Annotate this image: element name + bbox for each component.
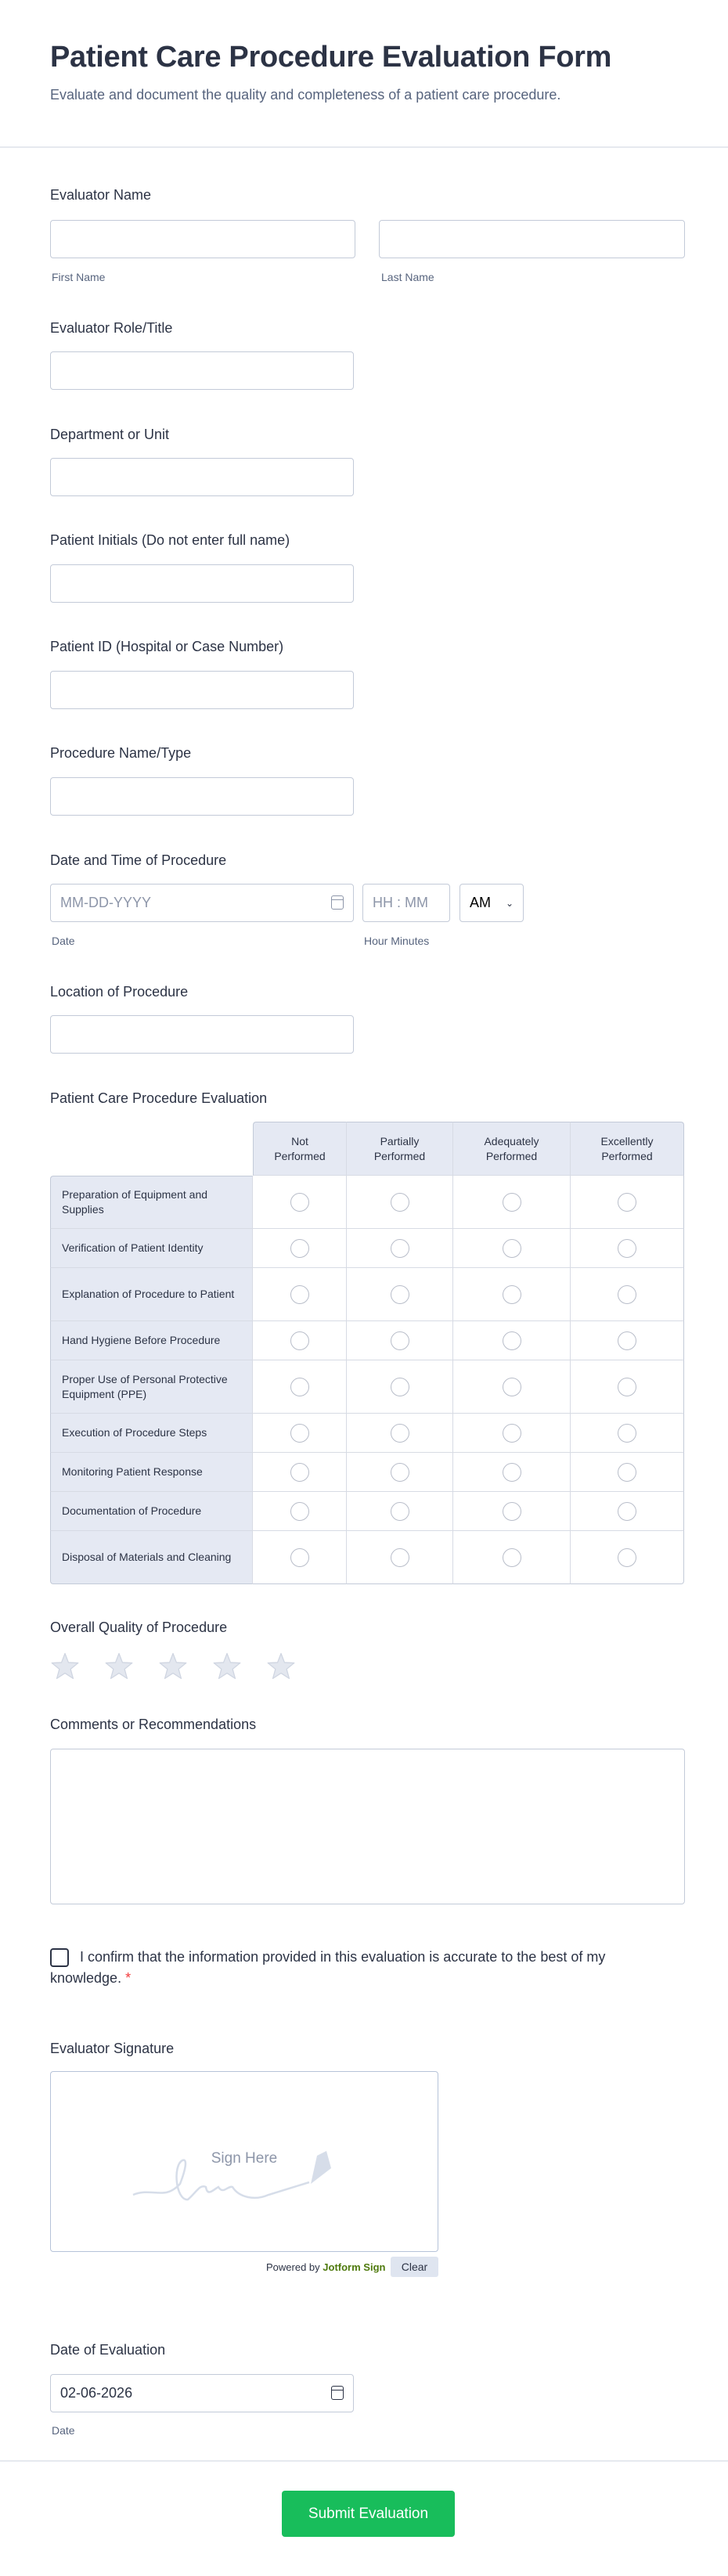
header-divider [0,146,728,148]
grid-row [50,1229,685,1268]
grid-radio[interactable] [503,1378,521,1396]
grid-cell [571,1321,684,1360]
grid-radio[interactable] [503,1548,521,1567]
rating-star-icon[interactable] [104,1652,134,1681]
grid-cell [453,1453,571,1492]
page-subtitle: Evaluate and document the quality and completeness of a patient care procedure. [50,87,561,103]
procedure-name-input[interactable] [50,777,354,816]
grid-row [50,1268,685,1321]
chevron-down-icon: ⌄ [505,897,514,909]
department-label: Department or Unit [50,427,170,442]
grid-cell [453,1414,571,1453]
grid-radio[interactable] [503,1331,521,1350]
submit-button[interactable]: Submit Evaluation [282,2491,455,2537]
grid-radio[interactable] [391,1424,409,1443]
rating-star-icon[interactable] [158,1652,188,1681]
grid-cell [347,1229,453,1268]
comments-label: Comments or Recommendations [50,1717,257,1732]
patient-id-label: Patient ID (Hospital or Case Number) [50,639,284,654]
eval-date-value: 02-06-2026 [60,2385,133,2401]
calendar-icon[interactable] [331,2386,344,2400]
grid-cell [453,1176,571,1229]
page-title: Patient Care Procedure Evaluation Form [50,41,612,74]
grid-radio[interactable] [618,1424,636,1443]
grid-row-label: Documentation of Procedure [50,1492,253,1531]
rating-star-icon[interactable] [212,1652,242,1681]
grid-radio[interactable] [290,1193,309,1212]
first-name-sublabel: First Name [52,271,106,283]
sign-here-placeholder: Sign Here [211,2150,278,2167]
confirm-label: I confirm that the information provided in this evaluation is accurate to the best of my knowledge. [50,1949,606,1986]
ampm-value: AM [470,895,491,910]
grid-cell [453,1531,571,1584]
procedure-date-input[interactable] [50,884,354,922]
grid-cell [347,1321,453,1360]
grid-cell [347,1360,453,1414]
grid-radio[interactable] [290,1502,309,1521]
grid-cell [453,1229,571,1268]
grid-cell [347,1268,453,1321]
grid-radio[interactable] [618,1548,636,1567]
grid-radio[interactable] [391,1548,409,1567]
grid-radio[interactable] [290,1463,309,1482]
first-name-input[interactable] [50,220,355,258]
last-name-sublabel: Last Name [381,271,434,283]
required-mark: * [125,1970,132,1986]
grid-row-label: Execution of Procedure Steps [50,1414,253,1453]
grid-cell [571,1229,684,1268]
grid-row [50,1531,685,1584]
grid-radio[interactable] [391,1285,409,1304]
grid-radio[interactable] [391,1331,409,1350]
grid-cell [571,1453,684,1492]
grid-radio[interactable] [290,1331,309,1350]
grid-radio[interactable] [391,1378,409,1396]
grid-radio[interactable] [391,1239,409,1258]
grid-corner [50,1122,253,1176]
location-label: Location of Procedure [50,984,189,1000]
grid-radio[interactable] [503,1193,521,1212]
grid-cell [253,1531,347,1584]
grid-cell [253,1414,347,1453]
grid-radio[interactable] [290,1285,309,1304]
time-placeholder: HH : MM [373,895,428,910]
confirm-text [50,1947,614,1989]
grid-radio[interactable] [618,1502,636,1521]
patient-initials-label: Patient Initials (Do not enter full name) [50,532,290,548]
grid-cell [253,1453,347,1492]
grid-cell [453,1321,571,1360]
eval-date-label: Date of Evaluation [50,2342,166,2358]
grid-radio[interactable] [618,1193,636,1212]
grid-radio[interactable] [503,1424,521,1443]
grid-cell [347,1176,453,1229]
comments-textarea[interactable] [50,1749,685,1904]
footer-divider [0,2460,728,2462]
eval-date-input[interactable] [50,2374,354,2412]
grid-radio[interactable] [503,1239,521,1258]
rating-star-icon[interactable] [50,1652,80,1681]
signature-pad[interactable] [50,2071,438,2252]
grid-row-label: Disposal of Materials and Cleaning [50,1531,253,1584]
overall-quality-label: Overall Quality of Procedure [50,1619,228,1635]
grid-row [50,1176,685,1229]
grid-row-label: Hand Hygiene Before Procedure [50,1321,253,1360]
procedure-name-label: Procedure Name/Type [50,745,192,761]
signature-squiggle-icon [129,2138,333,2201]
grid-radio[interactable] [618,1463,636,1482]
grid-cell [453,1268,571,1321]
grid-radio[interactable] [391,1502,409,1521]
grid-cell [347,1492,453,1531]
procedure-datetime-label: Date and Time of Procedure [50,852,227,868]
grid-row-label: Monitoring Patient Response [50,1453,253,1492]
grid-column-header: Not Performed [253,1122,347,1176]
powered-by-text: Powered by [266,2261,320,2273]
grid-column-header: Partially Performed [347,1122,453,1176]
grid-cell [253,1492,347,1531]
grid-column-header: Excellently Performed [571,1122,684,1176]
grid-cell [253,1229,347,1268]
patient-id-input[interactable] [50,671,354,709]
grid-row [50,1492,685,1531]
grid-radio[interactable] [618,1285,636,1304]
grid-radio[interactable] [290,1548,309,1567]
time-sublabel: Hour Minutes [364,935,430,947]
grid-radio[interactable] [290,1424,309,1443]
grid-cell [347,1414,453,1453]
clear-signature-button[interactable]: Clear [391,2257,438,2277]
grid-radio[interactable] [290,1239,309,1258]
grid-radio[interactable] [618,1331,636,1350]
grid-cell [571,1360,684,1414]
eval-date-sublabel: Date [52,2424,75,2437]
evaluation-grid [50,1122,685,1584]
procedure-time-input[interactable] [362,884,450,922]
grid-cell [571,1414,684,1453]
role-input[interactable] [50,351,354,390]
grid-cell [253,1321,347,1360]
grid-radio[interactable] [503,1285,521,1304]
role-label: Evaluator Role/Title [50,320,173,336]
grid-radio[interactable] [290,1378,309,1396]
signature-label: Evaluator Signature [50,2041,175,2056]
grid-cell [453,1360,571,1414]
rating-star-icon[interactable] [266,1652,296,1681]
ampm-select[interactable] [460,884,524,922]
grid-row-label: Verification of Patient Identity [50,1229,253,1268]
grid-row-label: Proper Use of Personal Protective Equipment (PPE) [50,1360,253,1414]
grid-cell [571,1531,684,1584]
grid-cell [571,1492,684,1531]
grid-cell [253,1176,347,1229]
evaluation-grid-label: Patient Care Procedure Evaluation [50,1090,268,1106]
grid-cell [253,1268,347,1321]
calendar-icon[interactable] [331,895,344,910]
patient-initials-input[interactable] [50,564,354,603]
evaluator-name-label: Evaluator Name [50,187,152,203]
grid-radio[interactable] [391,1463,409,1482]
grid-row [50,1321,685,1360]
date-placeholder: MM-DD-YYYY [60,895,151,910]
grid-cell [347,1531,453,1584]
grid-cell [571,1268,684,1321]
grid-radio[interactable] [618,1239,636,1258]
grid-cell [253,1360,347,1414]
jotform-sign-brand: Jotform Sign [323,2261,386,2273]
department-input[interactable] [50,458,354,496]
grid-cell [571,1176,684,1229]
grid-radio[interactable] [503,1463,521,1482]
grid-row-label: Explanation of Procedure to Patient [50,1268,253,1321]
grid-row [50,1360,685,1414]
grid-column-header: Adequately Performed [453,1122,571,1176]
powered-by [266,2261,385,2273]
date-sublabel: Date [52,935,75,947]
grid-row-label: Preparation of Equipment and Supplies [50,1176,253,1229]
grid-row [50,1414,685,1453]
last-name-input[interactable] [379,220,685,258]
location-input[interactable] [50,1015,354,1054]
grid-radio[interactable] [503,1502,521,1521]
grid-cell [347,1453,453,1492]
grid-radio[interactable] [391,1193,409,1212]
grid-cell [453,1492,571,1531]
grid-row [50,1453,685,1492]
grid-radio[interactable] [618,1378,636,1396]
